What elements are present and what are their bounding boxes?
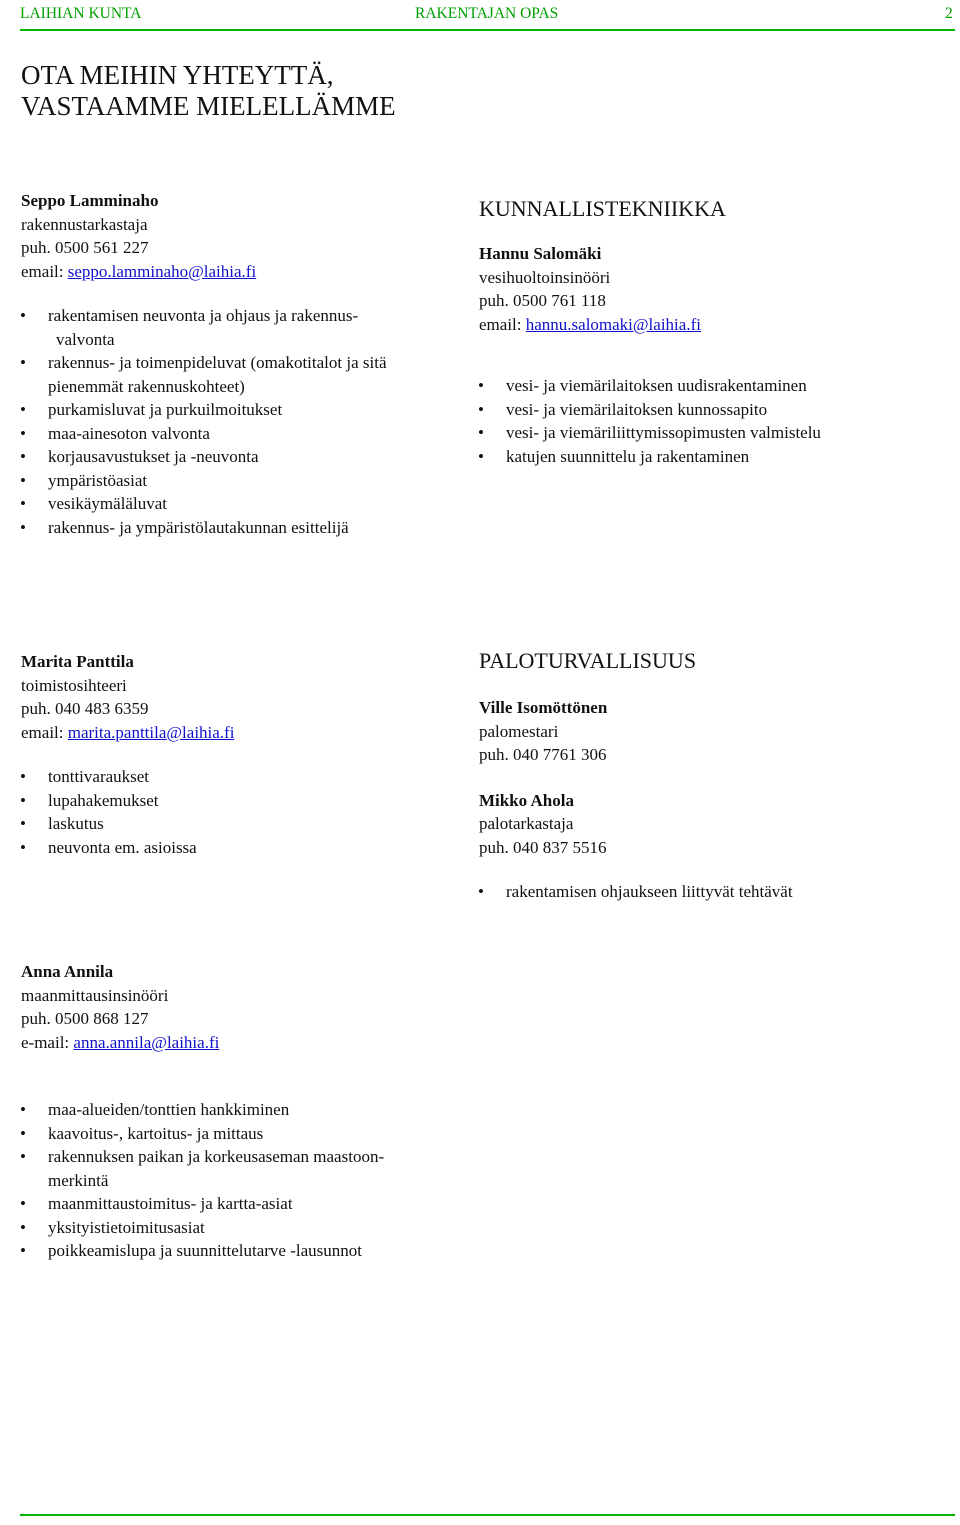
kunnallistekniikka-section [479, 196, 726, 336]
contact-role: maanmittausinsinööri [21, 985, 169, 1005]
contact-role: palomestari [479, 721, 559, 741]
list-item: • lupahakemukset [20, 789, 440, 813]
contact-phone: puh. 040 483 6359 [21, 699, 149, 718]
page-title-line-2: VASTAAMME MIELELLÄMME [21, 91, 396, 121]
list-item: • rakentamisen ohjaukseen liittyvät tehtävät [478, 880, 938, 904]
contact-email-row [479, 313, 726, 337]
duty-list-marita [20, 765, 440, 859]
email-link[interactable]: hannu.salomaki@laihia.fi [525, 314, 701, 334]
contact-name: Mikko Ahola [479, 790, 574, 810]
page-title [21, 60, 396, 122]
list-item: • purkamisluvat ja purkuilmoitukset [20, 398, 460, 422]
list-item: • tonttivaraukset [20, 765, 440, 789]
contact-name: Ville Isomöttönen [479, 698, 608, 717]
email-label: email: [21, 261, 64, 281]
page-title-line-1: OTA MEIHIN YHTEYTTÄ, [21, 60, 334, 90]
list-item: • rakentamisen neuvonta ja ohjaus ja rakennus- valvonta [20, 304, 460, 351]
contact-anna [21, 960, 219, 1054]
header-page-number: 2 [945, 5, 953, 22]
email-label: e-mail: [21, 1032, 70, 1052]
footer-rule [20, 1514, 955, 1516]
contact-email-row [21, 260, 256, 284]
email-link[interactable]: marita.panttila@laihia.fi [67, 722, 235, 742]
list-item: • poikkeamislupa ja suunnittelutarve -lausunnot [20, 1239, 460, 1263]
contact-role: toimistosihteeri [21, 675, 127, 695]
list-item: • rakennus- ja toimenpideluvat (omakotitalot ja sitä pienemmät rakennuskohteet) [20, 351, 460, 398]
list-item: • neuvonta em. asioissa [20, 836, 440, 860]
section-heading: KUNNALLISTEKNIIKKA [479, 196, 726, 221]
list-item: • katujen suunnittelu ja rakentaminen [478, 445, 938, 469]
list-item: • maa-ainesoton valvonta [20, 422, 460, 446]
contact-name: Hannu Salomäki [479, 244, 602, 263]
contact-email-row [21, 721, 234, 745]
header-document-title: RAKENTAJAN OPAS [415, 5, 559, 22]
contact-phone: puh. 040 837 5516 [479, 837, 607, 857]
contact-email-row [21, 1031, 219, 1055]
duty-list-kunnallistekniikka [478, 374, 938, 468]
contact-name: Anna Annila [21, 962, 114, 981]
list-item: • ympäristöasiat [20, 469, 460, 493]
contact-phone: puh. 0500 868 127 [21, 1009, 149, 1028]
duty-list-seppo [20, 304, 460, 539]
contact-phone: puh. 0500 761 118 [479, 291, 606, 310]
list-item: • maanmittaustoimitus- ja kartta-asiat [20, 1192, 460, 1216]
contact-seppo [21, 189, 256, 283]
email-link[interactable]: anna.annila@laihia.fi [73, 1032, 220, 1052]
email-label: email: [21, 722, 64, 742]
contact-role: rakennustarkastaja [21, 214, 148, 234]
duty-list-anna [20, 1098, 460, 1263]
header-municipality: LAIHIAN KUNTA [20, 5, 142, 22]
paloturvallisuus-section [479, 648, 696, 859]
list-item: • rakennuksen paikan ja korkeusaseman maastoon- merkintä [20, 1145, 460, 1192]
list-item: • vesi- ja viemärilaitoksen uudisrakentaminen [478, 374, 938, 398]
contact-name: Marita Panttila [21, 652, 134, 671]
list-item: • vesi- ja viemärilaitoksen kunnossapito [478, 398, 938, 422]
list-item: • korjausavustukset ja -neuvonta [20, 445, 460, 469]
section-heading: PALOTURVALLISUUS [479, 648, 697, 673]
contact-phone: puh. 0500 561 227 [21, 238, 149, 257]
header-rule [20, 29, 955, 31]
contact-phone: puh. 040 7761 306 [479, 745, 607, 764]
list-item: • laskutus [20, 812, 440, 836]
duty-list-paloturvallisuus [478, 880, 938, 904]
list-item: • vesi- ja viemäriliittymissopimusten valmistelu [478, 421, 938, 445]
contact-name: Seppo Lamminaho [21, 191, 159, 210]
list-item: • maa-alueiden/tonttien hankkiminen [20, 1098, 460, 1122]
list-item: • vesikäymäläluvat [20, 492, 460, 516]
contact-role: vesihuoltoinsinööri [479, 267, 611, 287]
contact-marita [21, 650, 234, 744]
list-item: • rakennus- ja ympäristölautakunnan esittelijä [20, 516, 460, 540]
email-label: email: [479, 314, 522, 334]
list-item: • kaavoitus-, kartoitus- ja mittaus [20, 1122, 460, 1146]
contact-role: palotarkastaja [479, 814, 574, 833]
list-item: • yksityistietoimitusasiat [20, 1216, 460, 1240]
email-link[interactable]: seppo.lamminaho@laihia.fi [67, 261, 257, 281]
